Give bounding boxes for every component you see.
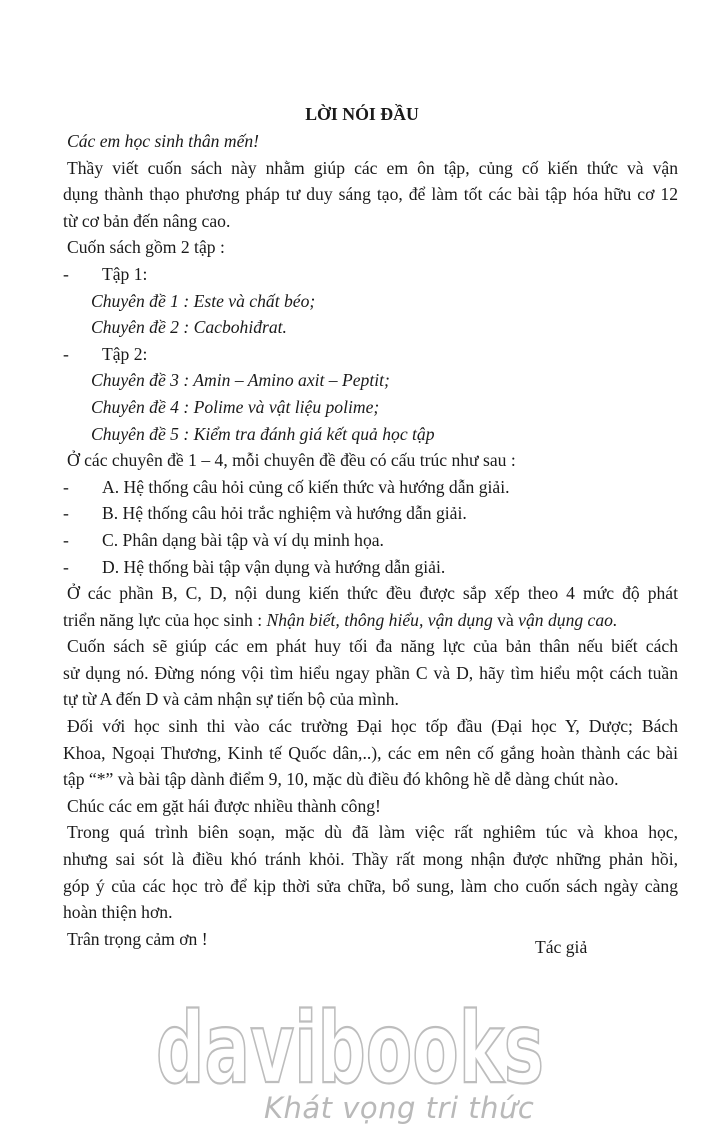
intro-line: Thầy viết cuốn sách này nhằm giúp các em ôn tập, củng cố kiến thức và vận <box>67 157 678 178</box>
list-dash: - <box>63 476 69 497</box>
usage-line: Cuốn sách sẽ giúp các em phát huy tối đa năng lực của bản thân nếu biết cách <box>67 636 678 657</box>
feedback-line: góp ý của các học trò để kịp thời sửa chữa, bổ sung, làm cho cuốn sách ngày càng <box>63 875 678 896</box>
list-dash: - <box>63 343 69 364</box>
structure-text: D. Hệ thống bài tập vận dụng và hướng dẫn giải. <box>102 556 446 577</box>
watermark-slogan: Khát vọng tri thức <box>264 1091 535 1125</box>
volume-label: Tập 2: <box>102 343 148 364</box>
volume-1-label <box>63 261 678 288</box>
volume-label: Tập 1: <box>102 263 148 284</box>
list-dash: - <box>63 263 69 284</box>
usage-line: tự từ A đến D và cảm nhận sự tiến bộ của mình. <box>63 689 399 710</box>
greeting: Các em học sinh thân mến! <box>67 131 260 151</box>
levels-line: Ở các phần B, C, D, nội dung kiến thức đều được sắp xếp theo 4 mức độ phát <box>67 583 678 604</box>
signature: Tác giả <box>535 937 588 957</box>
levels-line <box>63 607 678 634</box>
topic-item: Chuyên đề 5 : Kiểm tra đánh giá kết quả học tập <box>91 423 435 444</box>
structure-item <box>63 527 678 554</box>
davibooks-logo <box>150 1000 550 1100</box>
feedback-line: hoàn thiện hơn. <box>63 902 173 923</box>
structure-text: B. Hệ thống câu hỏi trắc nghiệm và hướng dẫn giải. <box>102 503 467 524</box>
volume-2-label <box>63 341 678 368</box>
topic-item: Chuyên đề 3 : Amin – Amino axit – Peptit; <box>91 370 390 391</box>
topic-item: Chuyên đề 2 : Cacbohiđrat. <box>91 317 287 338</box>
structure-text: A. Hệ thống câu hỏi củng cố kiến thức và hướng dẫn giải. <box>102 476 510 497</box>
list-dash: - <box>63 556 69 577</box>
levels-emphasis: vận dụng cao. <box>518 609 618 630</box>
book-intro: Cuốn sách gồm 2 tập : <box>67 237 225 258</box>
topic-item: Chuyên đề 4 : Polime và vật liệu polime; <box>91 396 380 417</box>
thanks-line: Trân trọng cảm ơn ! <box>67 928 208 949</box>
structure-item <box>63 554 678 581</box>
advanced-line: tập “*” và bài tập dành điểm 9, 10, mặc dù điều đó không hề dễ dàng chút nào. <box>63 769 619 790</box>
feedback-line: Trong quá trình biên soạn, mặc dù đã làm việc rất nghiêm túc và khoa học, <box>67 822 678 843</box>
topic-item: Chuyên đề 1 : Este và chất béo; <box>91 290 316 311</box>
advanced-line: Khoa, Ngoại Thương, Kinh tế Quốc dân,..), các em nên cố gắng hoàn thành các bài <box>63 742 678 763</box>
intro-line: từ cơ bản đến nâng cao. <box>63 210 231 231</box>
usage-line: sử dụng nó. Đừng nóng vội tìm hiểu ngay phần C và D, hãy tìm hiểu một cách tuần <box>63 662 678 683</box>
page-title: LỜI NÓI ĐẦU <box>305 104 419 124</box>
structure-item <box>63 474 678 501</box>
watermark-brand: davibooks <box>156 1000 544 1100</box>
levels-text: triển năng lực của học sinh : <box>63 609 267 630</box>
list-dash: - <box>63 529 69 550</box>
wish-line: Chúc các em gặt hái được nhiều thành công! <box>67 795 381 816</box>
intro-line: dụng thành thạo phương pháp tư duy sáng tạo, để làm tốt các bài tập hóa hữu cơ 12 <box>63 184 678 205</box>
document-body <box>63 128 678 952</box>
structure-intro: Ở các chuyên đề 1 – 4, mỗi chuyên đề đều có cấu trúc như sau : <box>67 450 516 471</box>
list-dash: - <box>63 503 69 524</box>
feedback-line: nhưng sai sót là điều khó tránh khỏi. Thầy rất mong nhận được những phản hồi, <box>63 849 678 870</box>
structure-item <box>63 500 678 527</box>
levels-text: và <box>492 609 519 630</box>
advanced-line: Đối với học sinh thi vào các trường Đại học tốp đầu (Đại học Y, Dược; Bách <box>67 716 678 737</box>
structure-text: C. Phân dạng bài tập và ví dụ minh họa. <box>102 529 384 550</box>
levels-emphasis: Nhận biết, thông hiểu, vận dụng <box>266 609 493 630</box>
